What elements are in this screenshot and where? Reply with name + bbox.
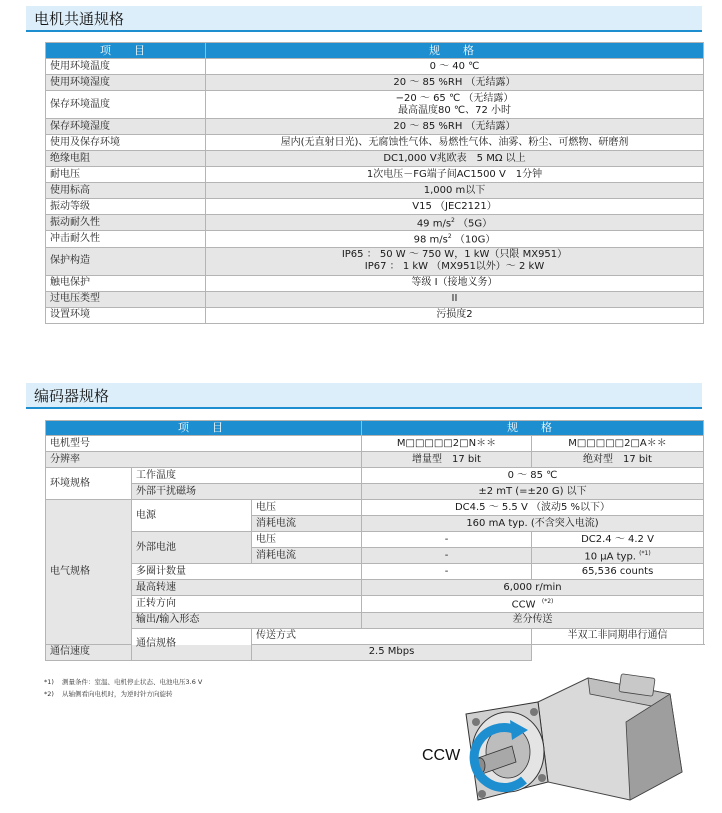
row-item: 保存环境温度 <box>46 91 206 119</box>
footnote-text: 从轴侧看向电机时，为逆时针方向旋转 <box>62 690 173 698</box>
row-item: 振动耐久性 <box>46 215 206 231</box>
row-item: 分辨率 <box>46 452 362 468</box>
model-n: M□□□□□2□N＊＊ <box>362 436 532 452</box>
row-item: 振动等级 <box>46 199 206 215</box>
row-spec: 160 mA typ. (不含突入电流) <box>362 516 704 532</box>
row-spec <box>206 231 704 247</box>
row-spec: DC1,000 V兆欧表 5 MΩ 以上 <box>206 151 704 167</box>
row-item: 触电保护 <box>46 275 206 291</box>
row-item: 电压 <box>252 532 362 548</box>
group-label: 通信规格 <box>132 628 252 660</box>
row-item: 通信速度 <box>46 644 252 660</box>
row-spec-n: - <box>362 532 532 548</box>
row-item: 保存环境湿度 <box>46 119 206 135</box>
row-item: 使用标高 <box>46 183 206 199</box>
row-spec: 20 ～ 85 %RH （无结露） <box>206 119 704 135</box>
table-row <box>46 119 704 135</box>
section-title: 编码器规格 <box>34 387 110 405</box>
table-row <box>46 468 704 484</box>
motor-spec-section-header <box>26 6 702 32</box>
sub-group-label: 电源 <box>132 500 252 532</box>
spec-superscript: 2 <box>447 233 452 241</box>
row-item: 多圈计数量 <box>132 564 362 580</box>
row-spec-line: IP65 ： 50 W ～ 750 W，1 kW（只限 MX951） <box>341 249 568 261</box>
model-a: M□□□□□2□A＊＊ <box>532 436 704 452</box>
row-item: 使用环境温度 <box>46 59 206 75</box>
encoder-spec-section-header <box>26 383 702 409</box>
row-spec: ±2 mT (=±20 G) 以下 <box>362 484 704 500</box>
group-label: 电气规格 <box>46 500 132 645</box>
spec-value: （5G） <box>454 218 493 230</box>
motor-spec-table <box>45 42 704 324</box>
row-spec: II <box>206 291 704 307</box>
resolution-a: 绝对型 17 bit <box>532 452 704 468</box>
table-row <box>46 247 704 275</box>
row-item: 电压 <box>252 500 362 516</box>
table-row <box>46 199 704 215</box>
table-row <box>46 612 704 628</box>
row-spec: 20 ～ 85 %RH （无结露） <box>206 75 704 91</box>
row-item: 传送方式 <box>252 628 532 644</box>
row-spec-a <box>532 548 704 564</box>
table-row <box>46 75 704 91</box>
row-spec: 屋内(无直射日光)、无腐蚀性气体、易燃性气体、油雾、粉尘、可燃物、研磨剂 <box>206 135 704 151</box>
table-row <box>46 484 704 500</box>
row-item: 最高转速 <box>132 580 362 596</box>
spec-value: （10G） <box>451 234 496 246</box>
row-item: 过电压类型 <box>46 291 206 307</box>
row-spec: 差分传送 <box>362 612 704 628</box>
table-row <box>46 167 704 183</box>
row-item: 消耗电流 <box>252 548 362 564</box>
ccw-label: CCW <box>422 747 461 764</box>
header-item: 项 目 <box>46 421 362 436</box>
row-spec-line: IP67 ： 1 kW （MX951以外）～ 2 kW <box>364 261 545 273</box>
table-row <box>46 436 704 452</box>
footnote-ref: (*2) <box>541 598 554 606</box>
row-item: 设置环境 <box>46 307 206 323</box>
row-spec: 半双工非同期串行通信 <box>532 628 704 644</box>
footnote-ref: (*1) <box>639 550 651 557</box>
row-spec: 0 ～ 85 ℃ <box>362 468 704 484</box>
row-item: 外部干扰磁场 <box>132 484 362 500</box>
row-item: 使用及保存环境 <box>46 135 206 151</box>
row-item: 消耗电流 <box>252 516 362 532</box>
row-spec <box>362 596 704 612</box>
row-spec: V15 （JEC2121） <box>206 199 704 215</box>
header-item: 项 目 <box>46 43 206 59</box>
table-row <box>46 580 704 596</box>
table-row <box>46 275 704 291</box>
row-item: 绝缘电阻 <box>46 151 206 167</box>
table-row <box>46 596 704 612</box>
row-item: 使用环境湿度 <box>46 75 206 91</box>
row-spec: 1,000 m以下 <box>206 183 704 199</box>
servo-motor-illustration <box>420 672 710 812</box>
group-label: 环境规格 <box>46 468 132 500</box>
row-item: 保护构造 <box>46 247 206 275</box>
row-item: 正转方向 <box>132 596 362 612</box>
table-row <box>46 231 704 247</box>
row-spec: DC4.5 ～ 5.5 V （波动5 %以下） <box>362 500 704 516</box>
footnote-mark: *1) <box>44 678 54 686</box>
row-spec <box>206 91 704 119</box>
spec-superscript: 2 <box>451 217 455 224</box>
resolution-n: 增量型 17 bit <box>362 452 532 468</box>
footnote-2 <box>44 689 173 698</box>
motor-body <box>538 674 682 800</box>
table-row <box>46 628 704 644</box>
row-item: 电机型号 <box>46 436 362 452</box>
footnote-mark: *2) <box>44 690 54 698</box>
row-item: 冲击耐久性 <box>46 231 206 247</box>
row-spec-line: −20 ～ 65 ℃ （无结露） <box>395 92 514 104</box>
row-spec-n: - <box>362 548 532 564</box>
table-row <box>46 564 704 580</box>
spec-value: CCW <box>511 599 536 611</box>
sub-group-label: 外部电池 <box>132 532 252 564</box>
footnote-1 <box>44 677 202 686</box>
row-spec-line: 最高温度80 ℃、72 小时 <box>397 104 512 116</box>
spec-value: 98 m/s <box>413 234 448 246</box>
row-spec: 1次电压－FG端子间AC1500 V 1分钟 <box>206 167 704 183</box>
footnote-text: 测量条件：室温、电机停止状态、电池电压3.6 V <box>62 678 203 686</box>
header-spec: 规 格 <box>206 43 704 59</box>
table-row <box>46 183 704 199</box>
table-row <box>46 307 704 323</box>
table-row <box>46 59 704 75</box>
row-spec <box>206 247 704 275</box>
row-spec-a: 65,536 counts <box>532 564 704 580</box>
row-spec: 污损度2 <box>206 307 704 323</box>
encoder-spec-table <box>45 420 704 661</box>
spec-value: 10 µA typ. <box>584 551 636 563</box>
table-row <box>46 500 704 516</box>
row-item: 耐电压 <box>46 167 206 183</box>
table-row <box>46 215 704 231</box>
row-item: 输出/输入形态 <box>132 612 362 628</box>
table-row <box>46 151 704 167</box>
row-spec: 6,000 r/min <box>362 580 704 596</box>
table-row <box>46 291 704 307</box>
row-spec: 0 ～ 40 ℃ <box>206 59 704 75</box>
table-row <box>46 135 704 151</box>
row-spec <box>206 215 704 231</box>
table-row <box>46 532 704 548</box>
table-row <box>46 452 704 468</box>
row-spec: 等级 I（接地义务） <box>206 275 704 291</box>
row-item: 工作温度 <box>132 468 362 484</box>
row-spec-n: - <box>362 564 532 580</box>
table-row <box>46 91 704 119</box>
row-spec: 2.5 Mbps <box>252 644 532 660</box>
header-spec: 规 格 <box>362 421 704 436</box>
row-spec-a: DC2.4 ～ 4.2 V <box>532 532 704 548</box>
spec-value: 49 m/s <box>416 218 452 230</box>
section-title: 电机共通规格 <box>34 10 125 28</box>
